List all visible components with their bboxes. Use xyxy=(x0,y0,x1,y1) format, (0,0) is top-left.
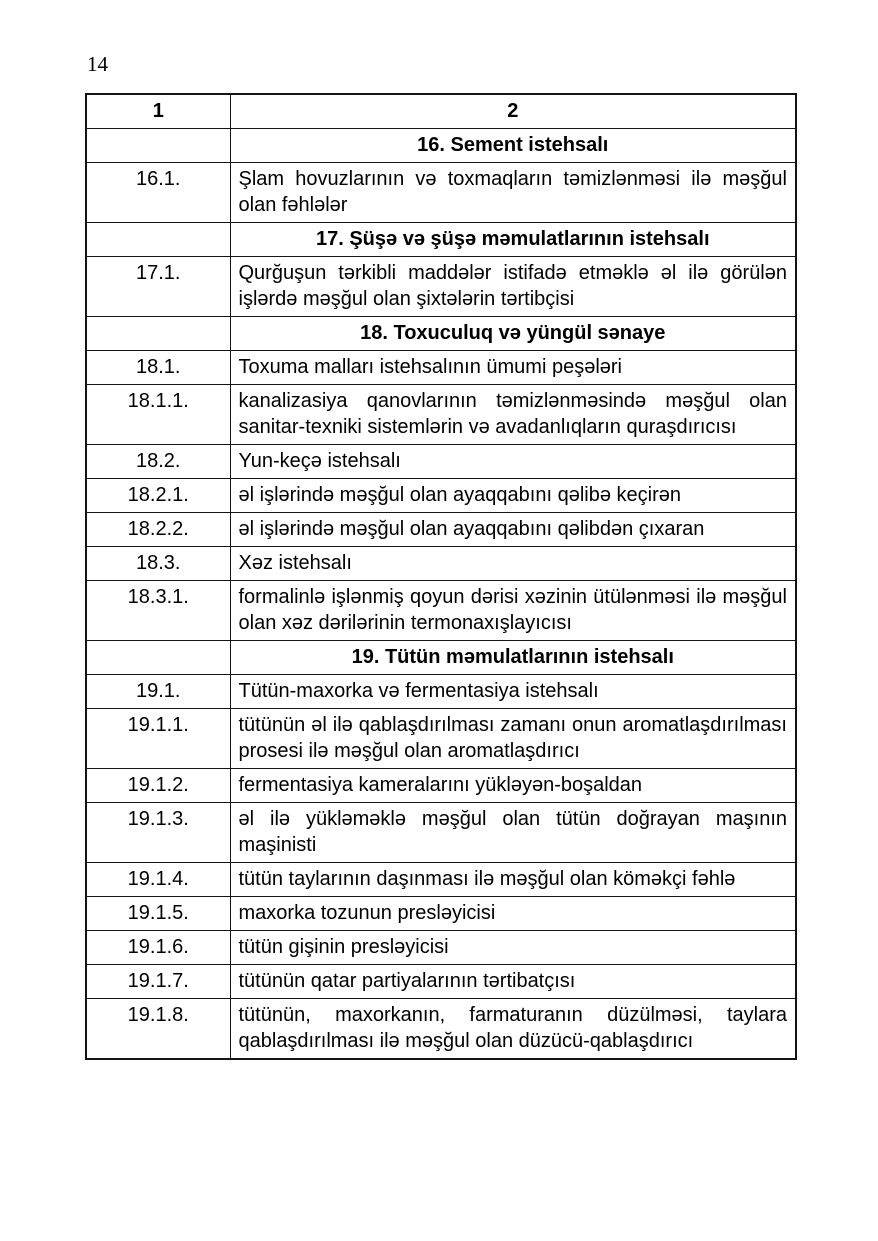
table-row xyxy=(86,769,796,803)
row-text: 16. Sement istehsalı xyxy=(230,129,796,163)
table-row xyxy=(86,351,796,385)
table-row xyxy=(86,709,796,769)
header-col-2: 2 xyxy=(230,94,796,129)
row-text: Şlam hovuzlarının və toxmaqların təmizlənməsi ilə məşğul olan fəhlələr xyxy=(230,163,796,223)
table-row xyxy=(86,999,796,1060)
row-code: 18.3. xyxy=(86,547,230,581)
row-code: 19.1.4. xyxy=(86,863,230,897)
row-code xyxy=(86,223,230,257)
row-code: 19.1.3. xyxy=(86,803,230,863)
row-text: Qurğuşun tərkibli maddələr istifadə etməklə əl ilə görülən işlərdə məşğul olan şixtələrin tərtibçisi xyxy=(230,257,796,317)
row-text: fermentasiya kameralarını yükləyən-boşaldan xyxy=(230,769,796,803)
table-row xyxy=(86,863,796,897)
row-code: 19.1. xyxy=(86,675,230,709)
row-code xyxy=(86,641,230,675)
table-row xyxy=(86,965,796,999)
table-row xyxy=(86,445,796,479)
section-header-row xyxy=(86,641,796,675)
table-body xyxy=(86,129,796,1060)
row-text: Toxuma malları istehsalının ümumi peşələri xyxy=(230,351,796,385)
row-code: 18.2. xyxy=(86,445,230,479)
table-row xyxy=(86,385,796,445)
page-number: 14 xyxy=(87,52,108,76)
row-code: 17.1. xyxy=(86,257,230,317)
row-text: Yun-keçə istehsalı xyxy=(230,445,796,479)
row-code xyxy=(86,317,230,351)
row-code: 18.2.2. xyxy=(86,513,230,547)
row-text: tütün taylarının daşınması ilə məşğul olan köməkçi fəhlə xyxy=(230,863,796,897)
row-text: əl işlərində məşğul olan ayaqqabını qəlibdən çıxaran xyxy=(230,513,796,547)
row-text: 18. Toxuculuq və yüngül sənaye xyxy=(230,317,796,351)
row-text: maxorka tozunun presləyicisi xyxy=(230,897,796,931)
table-row xyxy=(86,547,796,581)
row-text: tütünün əl ilə qablaşdırılması zamanı onun aromatlaşdırılması prosesi ilə məşğul olan aromatlaşdırıcı xyxy=(230,709,796,769)
row-text: əl işlərində məşğul olan ayaqqabını qəlibə keçirən xyxy=(230,479,796,513)
table-row xyxy=(86,897,796,931)
row-text: tütünün qatar partiyalarının tərtibatçısı xyxy=(230,965,796,999)
row-text: Tütün-maxorka və fermentasiya istehsalı xyxy=(230,675,796,709)
row-text: 19. Tütün məmulatlarının istehsalı xyxy=(230,641,796,675)
row-code: 19.1.2. xyxy=(86,769,230,803)
table-header-row xyxy=(86,94,796,129)
row-text: tütün gişinin presləyicisi xyxy=(230,931,796,965)
row-text: 17. Şüşə və şüşə məmulatlarının istehsalı xyxy=(230,223,796,257)
row-code: 19.1.1. xyxy=(86,709,230,769)
row-text: əl ilə yükləməklə məşğul olan tütün doğrayan maşının maşinisti xyxy=(230,803,796,863)
professions-table xyxy=(85,93,797,1060)
row-code: 19.1.7. xyxy=(86,965,230,999)
row-text: formalinlə işlənmiş qoyun dərisi xəzinin ütülənməsi ilə məşğul olan xəz dərilərinin termonaxışlayıcısı xyxy=(230,581,796,641)
row-code: 18.1.1. xyxy=(86,385,230,445)
section-header-row xyxy=(86,317,796,351)
row-code: 19.1.6. xyxy=(86,931,230,965)
section-header-row xyxy=(86,129,796,163)
table-row xyxy=(86,931,796,965)
section-header-row xyxy=(86,223,796,257)
table-row xyxy=(86,163,796,223)
row-code: 18.2.1. xyxy=(86,479,230,513)
header-col-1: 1 xyxy=(86,94,230,129)
table-row xyxy=(86,581,796,641)
table-row xyxy=(86,803,796,863)
table-row xyxy=(86,257,796,317)
row-text: kanalizasiya qanovlarının təmizlənməsində məşğul olan sanitar-texniki sistemlərin və avadanlıqların quraşdırıcısı xyxy=(230,385,796,445)
table-row xyxy=(86,479,796,513)
row-text: tütünün, maxorkanın, farmaturanın düzülməsi, taylara qablaşdırılması ilə məşğul olan düzücü-qablaşdırıcı xyxy=(230,999,796,1060)
row-code xyxy=(86,129,230,163)
row-code: 16.1. xyxy=(86,163,230,223)
row-code: 18.3.1. xyxy=(86,581,230,641)
row-code: 19.1.5. xyxy=(86,897,230,931)
table-row xyxy=(86,675,796,709)
row-text: Xəz istehsalı xyxy=(230,547,796,581)
row-code: 19.1.8. xyxy=(86,999,230,1060)
table-row xyxy=(86,513,796,547)
row-code: 18.1. xyxy=(86,351,230,385)
